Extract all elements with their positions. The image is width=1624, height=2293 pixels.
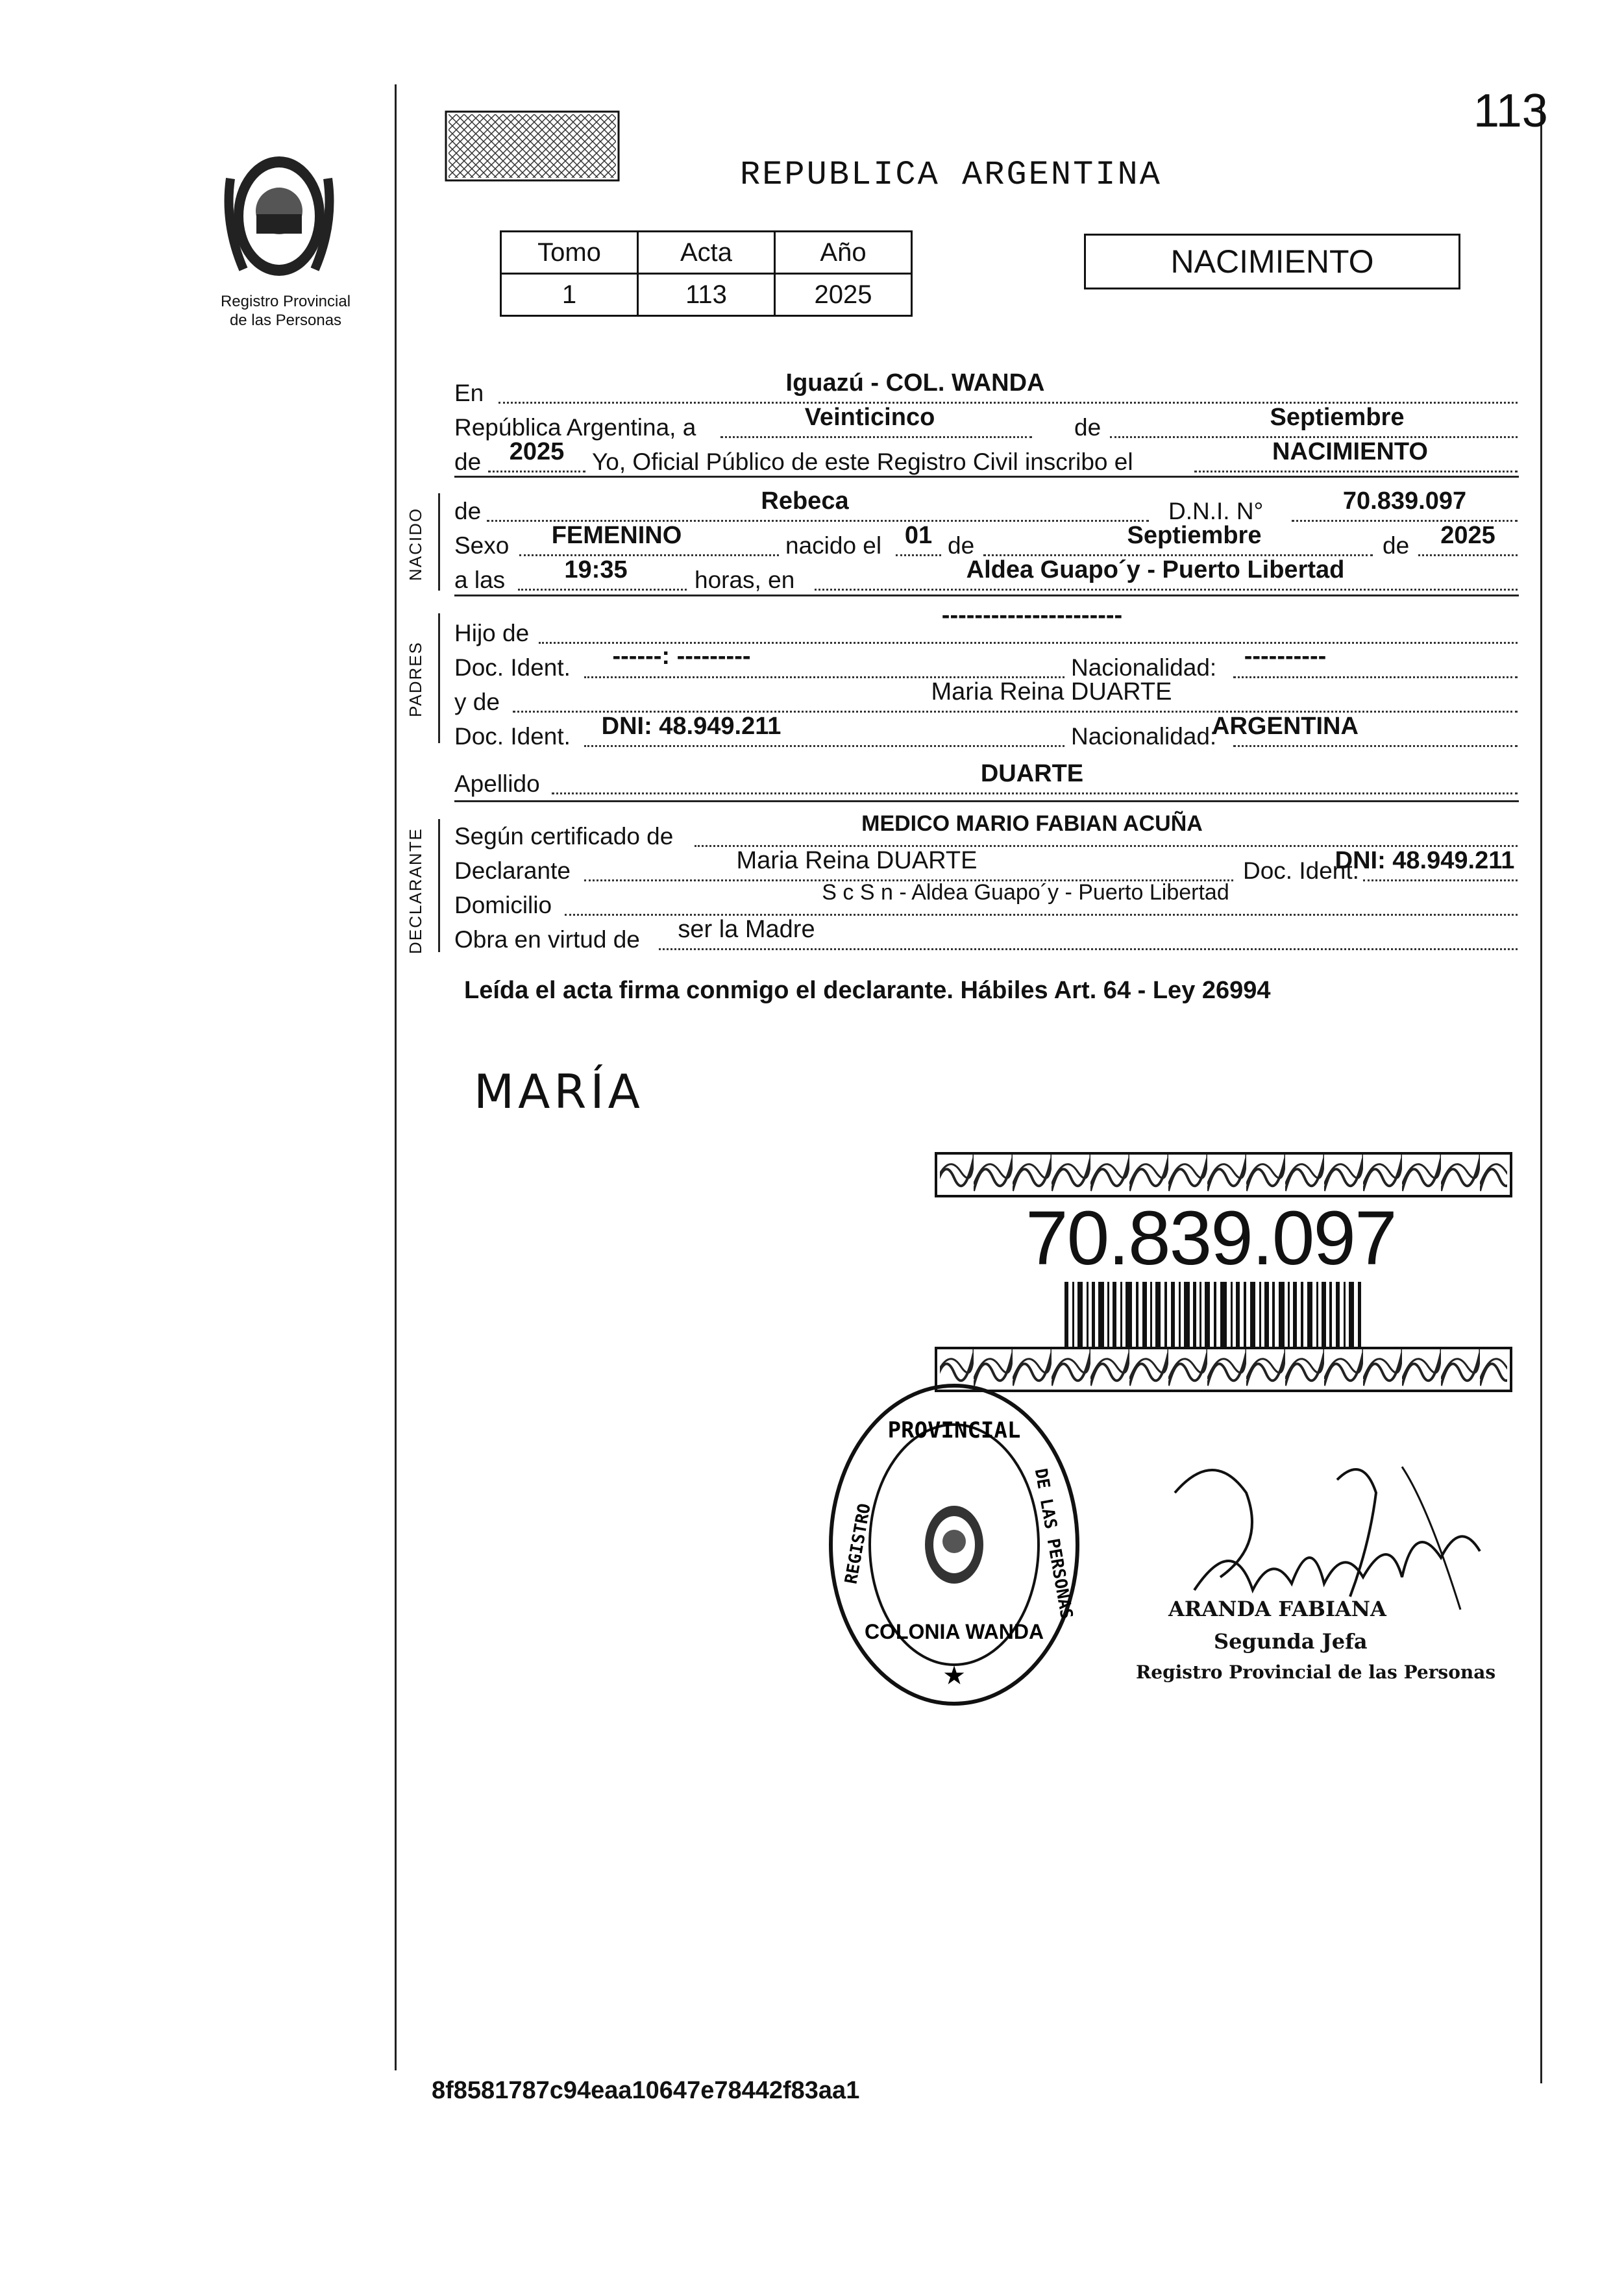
padres-line-2 bbox=[454, 643, 1519, 683]
dni-value: 70.839.097 bbox=[1342, 487, 1467, 515]
nacido-line-1 bbox=[454, 487, 1519, 526]
nacionalidad-label-2: Nacionalidad: bbox=[1071, 723, 1217, 750]
svg-text:COLONIA WANDA: COLONIA WANDA bbox=[864, 1620, 1044, 1643]
year-value: 2025 bbox=[509, 438, 565, 465]
segun-label: Según certificado de bbox=[454, 823, 674, 850]
value-ano: 2025 bbox=[775, 274, 912, 316]
obra-value: ser la Madre bbox=[678, 916, 815, 943]
header-ano: Año bbox=[775, 232, 912, 274]
doc2-value: DNI: 48.949.211 bbox=[601, 713, 781, 740]
sexo-label: Sexo bbox=[454, 532, 510, 559]
padres-line-4 bbox=[454, 713, 1519, 752]
inscribo-text: Yo, Oficial Público de este Registro Civil inscribo el bbox=[592, 448, 1133, 475]
divider-3 bbox=[454, 800, 1519, 802]
document-hash: 8f8581787c94eaa10647e78442f83aa1 bbox=[432, 2077, 860, 2104]
nacido-line-2 bbox=[454, 522, 1519, 561]
de-label-5: de bbox=[1383, 532, 1410, 559]
barcode bbox=[1064, 1282, 1363, 1347]
declarante-bar bbox=[438, 819, 440, 952]
padres-section-label: PADRES bbox=[406, 641, 425, 717]
header-acta: Acta bbox=[638, 232, 775, 274]
child-name-value: Rebeca bbox=[761, 487, 849, 515]
sexo-value: FEMENINO bbox=[551, 522, 682, 549]
page-number: 113 bbox=[1473, 85, 1548, 137]
domicilio-label: Domicilio bbox=[454, 892, 552, 918]
de-label-2: de bbox=[454, 448, 482, 475]
value-tomo: 1 bbox=[501, 274, 638, 316]
intro-line-3 bbox=[454, 438, 1519, 477]
nac2-value: ARGENTINA bbox=[1212, 713, 1359, 740]
divider-2 bbox=[454, 595, 1519, 596]
svg-text:★: ★ bbox=[942, 1662, 966, 1690]
certificado-value: MEDICO MARIO FABIAN ACUÑA bbox=[861, 811, 1203, 836]
dni-label: D.N.I. N° bbox=[1168, 498, 1264, 524]
doc-ident-label-3: Doc. Ident. bbox=[1243, 857, 1359, 884]
doc1-value: ------: --------- bbox=[612, 643, 751, 670]
apellido-value: DUARTE bbox=[980, 760, 1084, 787]
svg-text:DE LAS PERSONAS: DE LAS PERSONAS bbox=[1030, 1467, 1077, 1621]
apellido-label: Apellido bbox=[454, 770, 540, 797]
record-type-box: NACIMIENTO bbox=[1084, 234, 1460, 289]
nacido-section-label: NACIDO bbox=[406, 507, 425, 581]
header-tomo: Tomo bbox=[501, 232, 638, 274]
register-table bbox=[500, 230, 913, 317]
intro-line-1 bbox=[454, 369, 1519, 408]
declarante-line-4 bbox=[454, 916, 1519, 955]
declarante-value: Maria Reina DUARTE bbox=[736, 847, 978, 874]
birth-month-value: Septiembre bbox=[1127, 522, 1262, 549]
birth-day-value: 01 bbox=[904, 522, 933, 549]
month-value: Septiembre bbox=[1270, 404, 1405, 431]
obra-label: Obra en virtud de bbox=[454, 926, 640, 953]
signatory-role: Segunda Jefa bbox=[1214, 1629, 1368, 1654]
de-label-3: de bbox=[454, 498, 482, 524]
nacido-bar bbox=[438, 493, 440, 591]
signatory-organization: Registro Provincial de las Personas bbox=[1136, 1662, 1496, 1683]
signatory-name: ARANDA FABIANA bbox=[1168, 1597, 1386, 1621]
padres-bar bbox=[438, 613, 440, 743]
logo-caption-line-1: Registro Provincial bbox=[220, 293, 351, 310]
declarante-doc-value: DNI: 48.949.211 bbox=[1335, 847, 1515, 874]
logo-caption bbox=[188, 292, 383, 330]
barcode-number: 70.839.097 bbox=[1026, 1196, 1396, 1281]
intro-line-2 bbox=[454, 404, 1519, 443]
republica-label: República Argentina, a bbox=[454, 414, 696, 441]
declarante-label: Declarante bbox=[454, 857, 571, 884]
barcode-top-strip bbox=[935, 1152, 1512, 1197]
padres-line-3 bbox=[454, 678, 1519, 717]
svg-text:REGISTRO: REGISTRO bbox=[841, 1502, 875, 1586]
a-las-label: a las bbox=[454, 567, 506, 593]
act-value: NACIMIENTO bbox=[1272, 438, 1428, 465]
right-margin-line bbox=[1540, 97, 1542, 2083]
hijo-de-label: Hijo de bbox=[454, 620, 530, 646]
value-acta: 113 bbox=[638, 274, 775, 316]
nacionalidad-label-1: Nacionalidad: bbox=[1071, 654, 1217, 681]
mother-value: Maria Reina DUARTE bbox=[931, 678, 1172, 705]
handwritten-signature-text: MARÍA bbox=[474, 1064, 644, 1119]
logo-caption-line-2: de las Personas bbox=[229, 312, 342, 329]
place-value: Iguazú - COL. WANDA bbox=[785, 369, 1045, 397]
nac1-value: ---------- bbox=[1244, 643, 1327, 670]
horas-en-label: horas, en bbox=[695, 567, 795, 593]
y-de-label: y de bbox=[454, 689, 500, 715]
closing-statement: Leída el acta firma conmigo el declarante. Hábiles Art. 64 - Ley 26994 bbox=[464, 977, 1271, 1004]
day-words-value: Veinticinco bbox=[804, 404, 935, 431]
doc-ident-label-1: Doc. Ident. bbox=[454, 654, 571, 681]
birth-place-value: Aldea Guapo´y - Puerto Libertad bbox=[966, 556, 1345, 583]
father-value: ---------------------- bbox=[941, 602, 1123, 629]
domicilio-value: S c S n - Aldea Guapo´y - Puerto Libertad bbox=[822, 880, 1229, 905]
en-label: En bbox=[454, 380, 484, 406]
doc-ident-label-2: Doc. Ident. bbox=[454, 723, 571, 750]
nacido-line-3 bbox=[454, 556, 1519, 595]
time-value: 19:35 bbox=[564, 556, 628, 583]
declarante-section-label: DECLARANTE bbox=[406, 828, 425, 954]
svg-text:PROVINCIAL: PROVINCIAL bbox=[887, 1417, 1021, 1443]
province-seal-logo bbox=[204, 140, 354, 289]
left-margin-line bbox=[395, 84, 397, 2070]
apellido-line bbox=[454, 760, 1519, 799]
divider-1 bbox=[454, 476, 1519, 478]
birth-year-value: 2025 bbox=[1440, 522, 1495, 549]
nacido-el-label: nacido el bbox=[785, 532, 882, 559]
official-stamp bbox=[824, 1379, 1084, 1710]
declarante-line-3 bbox=[454, 880, 1519, 920]
security-pattern bbox=[445, 110, 620, 182]
de-label-1: de bbox=[1074, 414, 1101, 441]
declarante-line-1 bbox=[454, 811, 1519, 852]
de-label-4: de bbox=[948, 532, 975, 559]
document-title: REPUBLICA ARGENTINA bbox=[740, 156, 1162, 194]
